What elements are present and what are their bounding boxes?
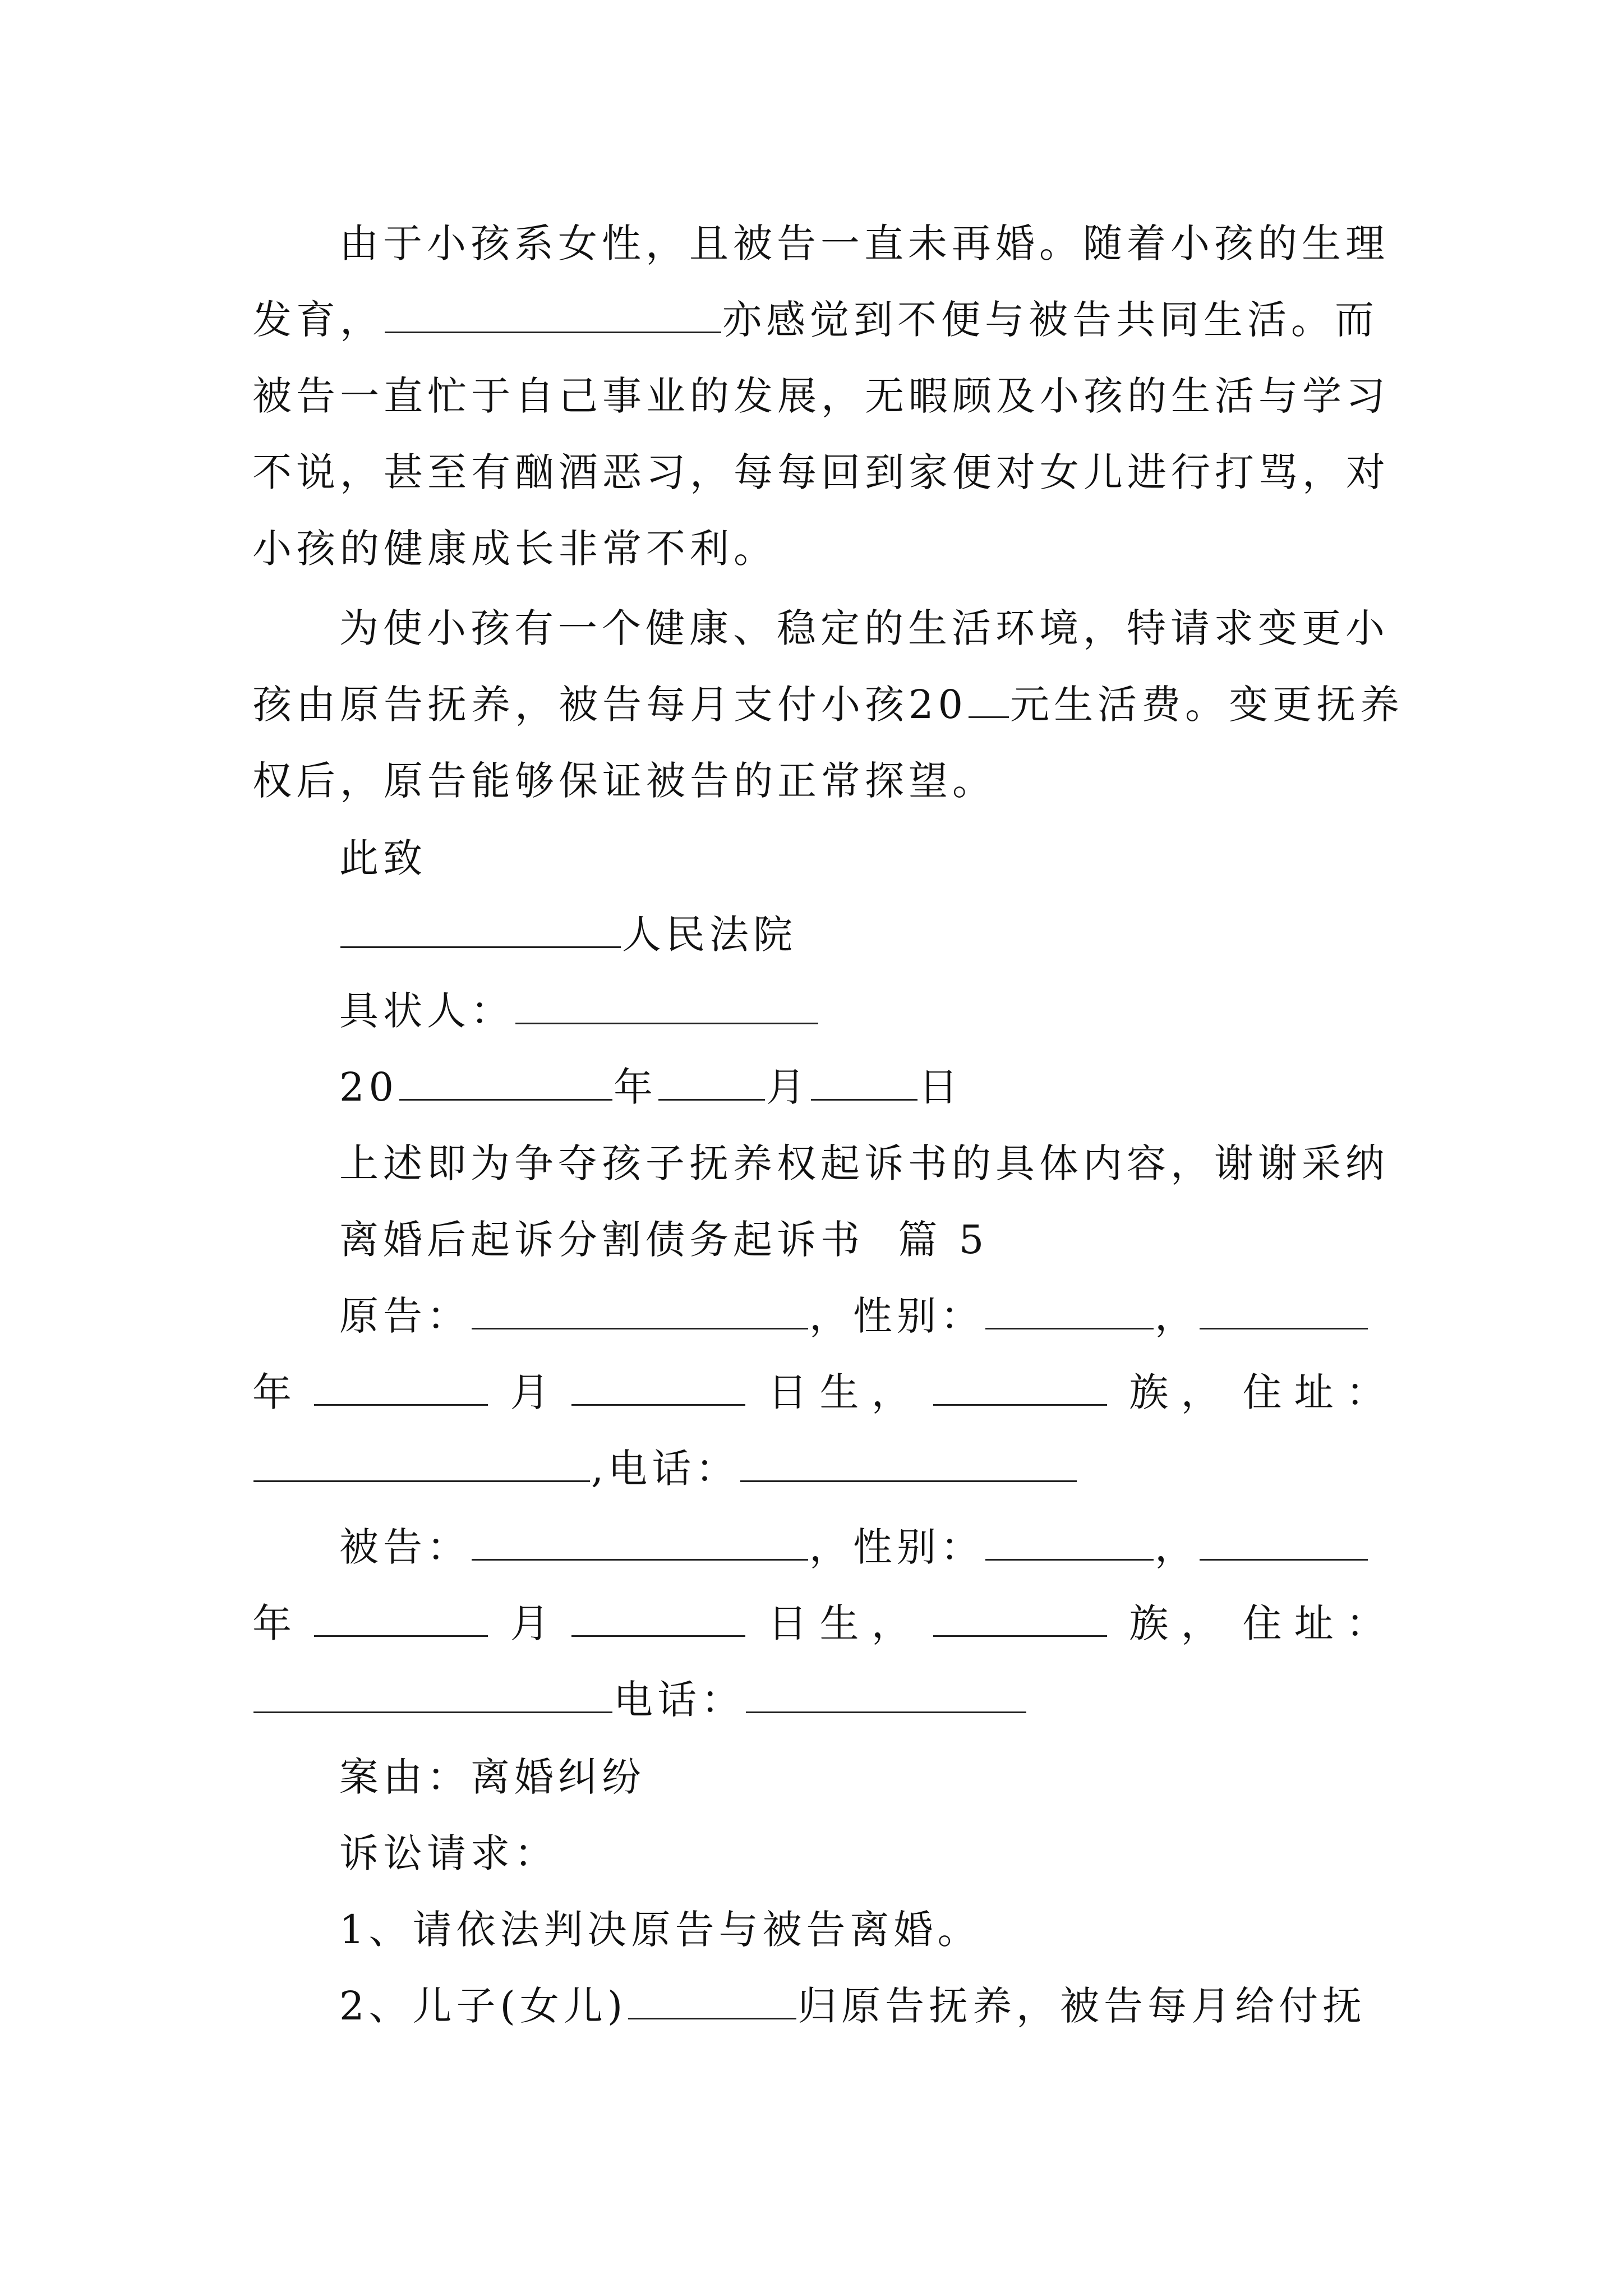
text: 诉讼请求： — [339, 1830, 558, 1876]
text: 日 — [919, 1064, 963, 1110]
defendant-line-3 — [252, 1662, 1385, 1738]
text: 20 — [339, 1064, 399, 1110]
text: 此致 — [339, 835, 427, 881]
text: 1、请依法判决原告与被告离婚。 — [339, 1907, 981, 1953]
fill-blank — [340, 913, 621, 948]
text: 性别： — [853, 1293, 984, 1339]
fill-blank — [571, 1370, 745, 1406]
fill-blank — [740, 1447, 1077, 1482]
fill-blank — [399, 1065, 612, 1101]
text: 归原告抚养，被告每月给付抚 — [797, 1983, 1367, 2029]
text: 由于小孩系女性，且被告一直未再婚。随着小孩的生理 — [339, 220, 1389, 266]
fill-blank — [628, 1984, 796, 2019]
text: 亦感觉到不便与被告共同生活。而 — [722, 297, 1378, 343]
text: 不说，甚至有酗酒恶习，每每回到家便对女儿进行打骂，对 — [252, 449, 1390, 495]
text: 为使小孩有一个健康、稳定的生活环境，特请求变更小 — [339, 605, 1389, 651]
text: 原告： — [339, 1293, 471, 1339]
defendant-line-1 — [339, 1509, 1385, 1585]
text: 小孩的健康成长非常不利。 — [252, 526, 777, 572]
salutation — [339, 820, 1385, 896]
plaintiff-line-3 — [252, 1430, 1385, 1507]
fill-blank — [985, 1525, 1154, 1561]
text: 年 — [614, 1064, 658, 1110]
paragraph-line — [252, 743, 1385, 819]
text: 族 ， — [1129, 1369, 1220, 1415]
text: 被告： — [339, 1524, 471, 1570]
text: 具状人： — [339, 988, 514, 1034]
paragraph-line — [252, 358, 1390, 434]
text: 月 — [766, 1064, 810, 1110]
fill-blank — [314, 1602, 488, 1637]
plaintiff-line-1 — [339, 1278, 1385, 1354]
fill-blank — [969, 683, 1009, 718]
text: 月 — [510, 1600, 550, 1646]
text: 日 生 ， — [768, 1369, 911, 1415]
text: 住 址 ： — [1242, 1369, 1385, 1415]
petitioner-line — [339, 973, 1385, 1049]
fill-blank — [1200, 1525, 1368, 1561]
text: 住 址 ： — [1242, 1600, 1385, 1646]
paragraph-line — [252, 282, 1385, 358]
fill-blank — [472, 1525, 808, 1561]
text: ， — [1155, 1524, 1198, 1570]
claim-1 — [339, 1892, 1385, 1968]
summary-line — [339, 1125, 1389, 1202]
fill-blank — [985, 1294, 1154, 1329]
text: ， — [809, 1293, 853, 1339]
text: ,电话： — [591, 1446, 740, 1492]
court-line — [339, 896, 1385, 973]
text: 被告一直忙于自己事业的发展，无暇顾及小孩的生活与学习 — [252, 373, 1390, 419]
fill-blank — [933, 1370, 1107, 1406]
text: 权后，原告能够保证被告的正常探望。 — [252, 758, 996, 804]
case-cause — [339, 1739, 1385, 1815]
text: ， — [1155, 1293, 1198, 1339]
fill-blank — [571, 1602, 745, 1637]
text: 月 — [510, 1369, 550, 1415]
text: ， — [809, 1524, 853, 1570]
text: 元生活费。变更抚养 — [1010, 682, 1404, 728]
text: 人民法院 — [622, 912, 797, 958]
text: 发育， — [252, 297, 384, 343]
text: 年 — [252, 1369, 292, 1415]
fill-blank — [253, 1678, 612, 1713]
fill-blank — [515, 989, 818, 1024]
text: 2、儿子(女儿) — [339, 1983, 628, 2029]
fill-blank — [933, 1602, 1107, 1637]
fill-blank — [746, 1678, 1026, 1713]
claim-2 — [339, 1968, 1385, 2044]
section-title — [339, 1202, 1385, 1278]
text: 离婚后起诉分割债务起诉书 篇 5 — [339, 1217, 989, 1263]
fill-blank — [1200, 1294, 1368, 1329]
fill-blank — [658, 1065, 765, 1101]
paragraph-line — [339, 590, 1389, 666]
text: 年 — [252, 1600, 292, 1646]
fill-blank — [314, 1370, 488, 1406]
paragraph-line — [252, 510, 1385, 587]
fill-blank — [472, 1294, 808, 1329]
text: 孩由原告抚养，被告每月支付小孩20 — [252, 682, 968, 728]
text: 电话： — [614, 1677, 745, 1723]
text: 案由：离婚纠纷 — [339, 1754, 645, 1800]
text: 上述即为争夺孩子抚养权起诉书的具体内容，谢谢采纳 — [339, 1140, 1389, 1186]
paragraph-line — [339, 205, 1389, 282]
fill-blank — [253, 1447, 590, 1482]
paragraph-line — [252, 666, 1404, 743]
date-line — [339, 1049, 1385, 1125]
paragraph-line — [252, 434, 1390, 510]
defendant-line-2 — [252, 1585, 1385, 1662]
claims-label — [339, 1815, 1385, 1892]
plaintiff-line-2 — [252, 1354, 1385, 1430]
fill-blank — [811, 1065, 917, 1101]
text: 日 生 ， — [768, 1600, 911, 1646]
fill-blank — [385, 298, 721, 333]
text: 性别： — [853, 1524, 984, 1570]
text: 族 ， — [1129, 1600, 1220, 1646]
